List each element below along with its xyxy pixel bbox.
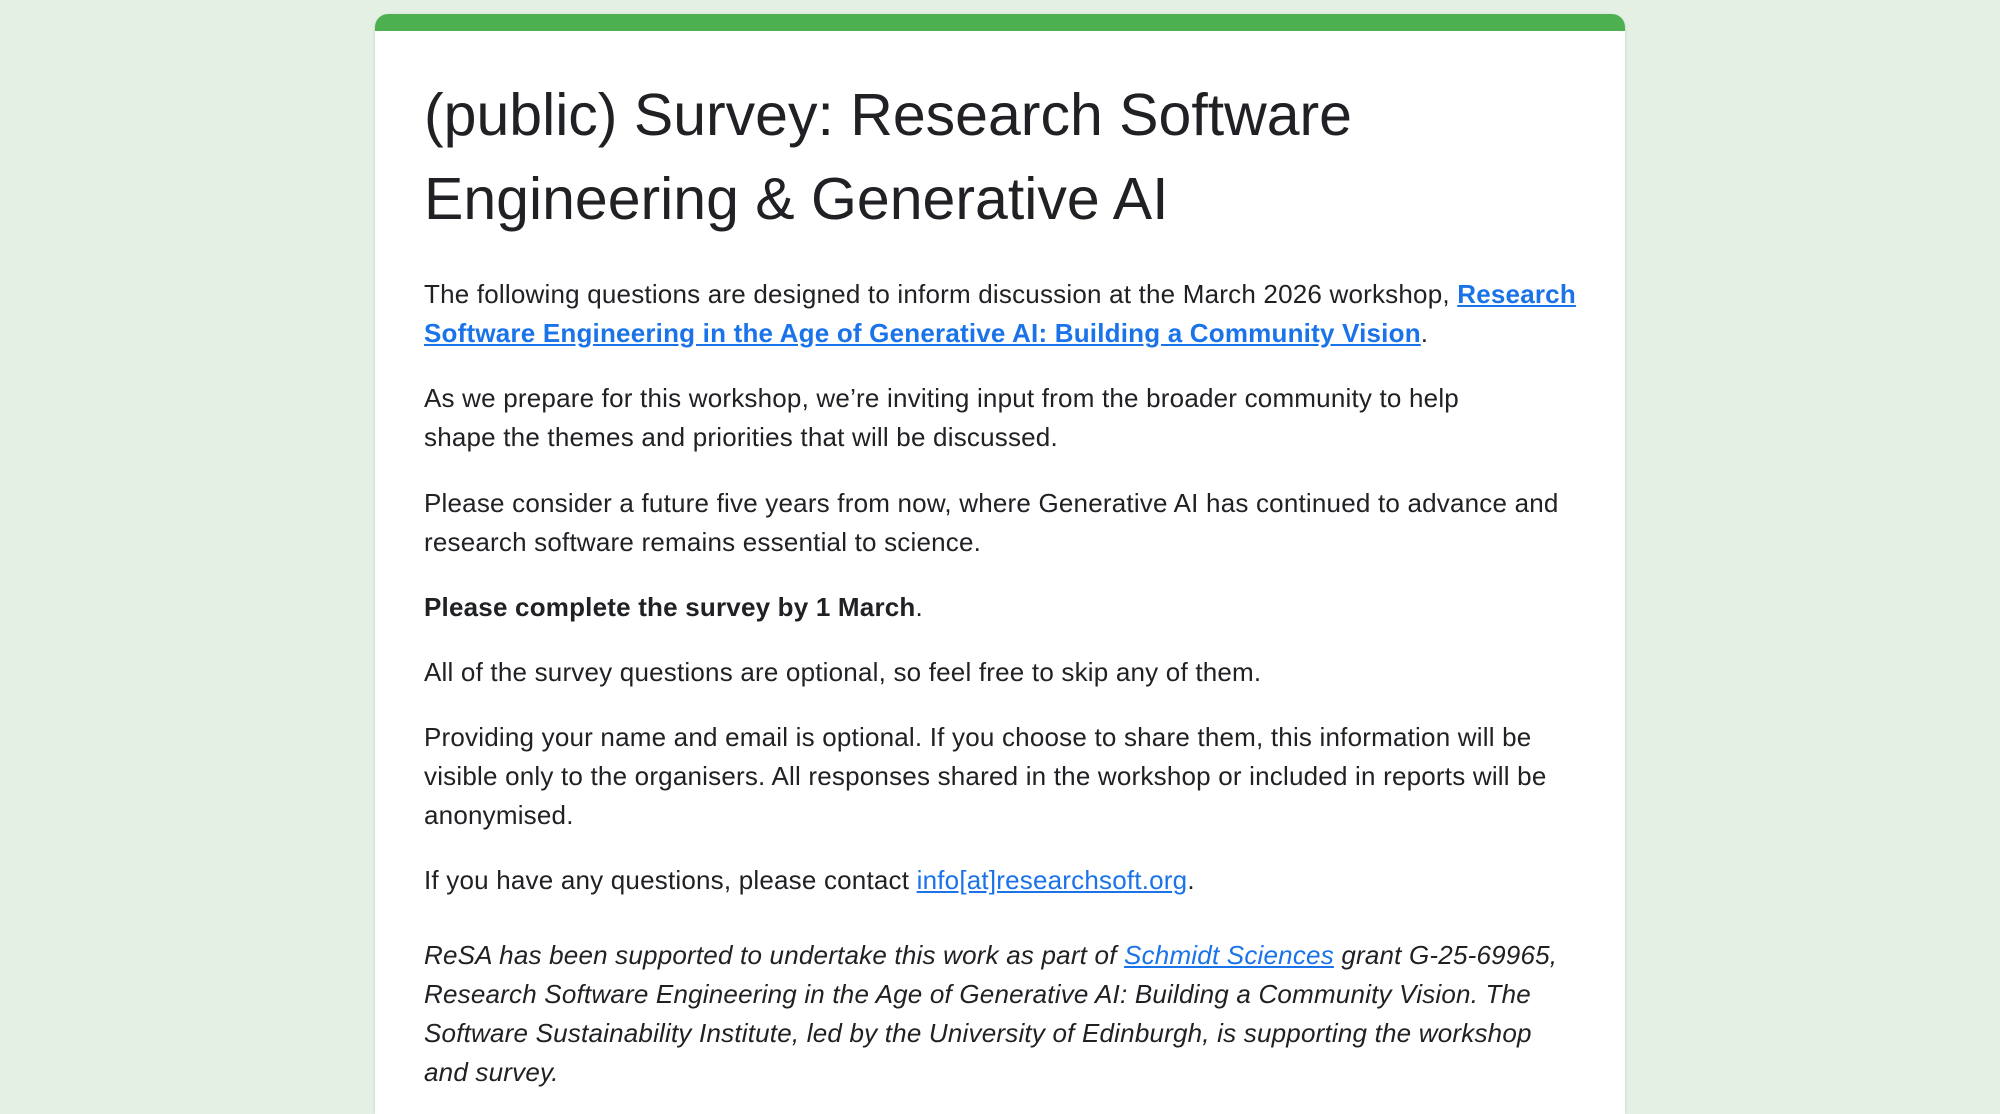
prepare-paragraph: As we prepare for this workshop, we’re inviting input from the broader community to help shape the themes and priorities that will be discussed. xyxy=(424,383,1459,452)
form-header-card xyxy=(375,14,1625,1114)
intro-period: . xyxy=(1420,318,1429,348)
deadline-period: . xyxy=(915,592,923,622)
form-accent-bar xyxy=(375,14,1625,31)
funding-paragraph xyxy=(424,936,1576,1092)
contact-email-link[interactable]: info[at]researchsoft.org xyxy=(916,865,1188,895)
schmidt-sciences-link[interactable]: Schmidt Sciences xyxy=(1124,940,1334,970)
intro-paragraph xyxy=(424,275,1576,353)
funding-text-after: grant G-25-69965, Research Software Engineering in the Age of Generative AI: Building a Community Vision. The Software Sustainability Institute, led by the University of Edinburgh, is supporting the workshop and survey. xyxy=(424,940,1558,1087)
consider-paragraph: Please consider a future five years from now, where Generative AI has continued to advance and research software remains essential to science. xyxy=(424,488,1559,557)
contact-period: . xyxy=(1187,865,1195,895)
contact-paragraph xyxy=(424,861,1576,900)
optional-paragraph: All of the survey questions are optional, so feel free to skip any of them. xyxy=(424,657,1262,687)
form-description xyxy=(375,31,1625,1092)
funding-text-before: ReSA has been supported to undertake this work as part of xyxy=(424,940,1125,970)
deadline-paragraph xyxy=(424,588,1576,627)
intro-text: The following questions are designed to inform discussion at the March 2026 workshop, xyxy=(424,279,1450,309)
contact-text: If you have any questions, please contact xyxy=(424,865,917,895)
form-title: (public) Survey: Research Software Engineering & Generative AI xyxy=(424,82,1352,232)
workshop-link[interactable]: Research Software Engineering in the Age of Generative AI: Building a Community Vision xyxy=(424,279,1576,348)
privacy-paragraph: Providing your name and email is optional. If you choose to share them, this information will be visible only to the organisers. All responses shared in the workshop or included in reports will be anonymised. xyxy=(424,722,1547,830)
deadline-text: Please complete the survey by 1 March xyxy=(424,592,916,622)
